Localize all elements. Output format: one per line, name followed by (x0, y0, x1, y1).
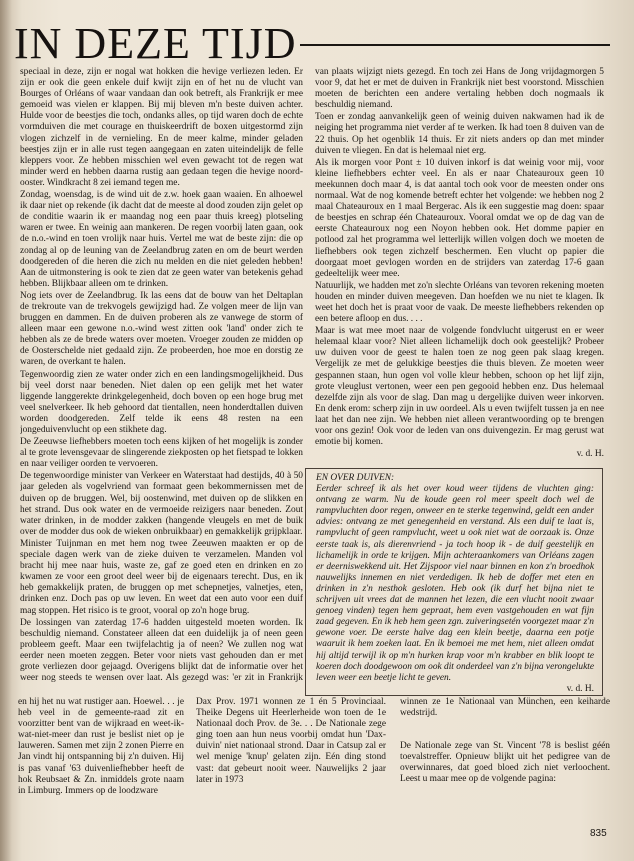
bottom-column-3 (400, 697, 610, 837)
paragraph: De Nationale zege van St. Vincent '78 is beslist géén toevalstreffer. Opnieuw blijkt uit het pedigree van de overwinnares, dat goed bloed zich niet verloochent. Leest u maar mee op de volgende pagina: (400, 741, 610, 785)
paragraph: Maar is wat mee moet naar de volgende fondvlucht uitgerust en er weer helemaal klaar voor? Niet alleen lichamelijk doch ook geestelijk? Probeer uw duiven voor de geest te halen toen ze nog geen pak slaag kregen. Vergelijk ze met de gelukkige beestjes die thuis bleven. Ze moeten weer gespannen staan, hun ogen vol volle kleur hebben, schoon op het lijf zijn, grote vleuglust vertonen, weer een pen gegooid hebben enz. Dus helemaal dezelfde zijn als voor de slag. Dan mag u dergelijke duiven weer inkorven. En denk erom: scherp zijn in uw oordeel. Als u even twijfelt tussen ja en nee laat het dan nee zijn. We hebben niet alleen verantwoording op te brengen voor ons gezin! Ook voor de leden van ons duivengezin. Er mag gerust wat emotie bij komen. (315, 326, 604, 448)
paragraph: Zondag, woensdag, is de wind uit de z.w. hoek gaan waaien. En alhoewel ik daar niet op rekende (ik dacht dat de meeste al dood zouden zijn gelet op de conditie waarin ik er maandag nog een paar thuis kreeg) plotseling waren er twee. En weinig aan mankeren. De regen voorbij laten gaan, ook de n.o.-wind en toen vrolijk naar huis. Vertel me wat de beste zijn: die op zondag al op de leuning van de Zeelandbrug zaten en om de beurt werden doodgereden of die heren die zich nu melden en die niet geleden hebben! Aan de uitmonstering is ook te zien dat ze geen water van betekenis gehad hebben. Blijkbaar alleen om te drinken. (20, 190, 303, 289)
box-heading: EN OVER DUIVEN: (316, 473, 395, 483)
paragraph: Toen er zondag aanvankelijk geen of weinig duiven nakwamen had ik de neiging het programma niet verder af te werken. Ik had toen 8 duiven van de 22 thuis. Op het ogenblik 14 thuis. Er zit niets anders op dan met minder duiven te vliegen. En dat is helemaal niet erg. (315, 112, 604, 156)
bottom-column-2: Dax Prov. 1971 wonnen ze 1 én 5 Provinciaal. Theike Degens uit Heerlerheide won toen de 1e Nationaal doch Prov. de 3e. . . De Nationale zege ging toen aan hun neus voorbij omdat hun 'Dax-duivin' niet nationaal strond. Daar in Catsup zal er wel menige 'knup' gelaten zijn. Eén ding stond vast: dat gebeurt nooit weer. Nauwelijks 2 jaar later in 1973 (196, 697, 386, 785)
box-signature: v. d. H. (566, 683, 594, 694)
bottom-column-1: en hij het nu wat rustiger aan. Hoewel. . . je heb veel in de gemeente-raad zit en voorzitter bent van de wijkraad en weet-ik-wat-niet-meer dan rust je beslist niet op je lauweren. Samen met zijn 2 zonen Pierre en Jan vindt hij ontspanning bij z'n duiven. Hij is pas vanaf '63 duivenliefhebber heeft de hok Reubsaet & Zn. inmiddels grote naam in Limburg. Immers op de loodzware (18, 697, 184, 796)
left-column (20, 67, 303, 683)
author-signature: v. d. H. (576, 449, 604, 460)
spacer (400, 719, 610, 741)
paragraph: winnen ze 1e Nationaal van München, een keiharde wedstrijd. (400, 697, 610, 719)
page-number: 835 (590, 828, 607, 839)
page-fold-shadow (0, 0, 12, 861)
paragraph: Minister Tuijnman en met hem nog twee Zeeuwen maakten er op de speciale dagen werk van de zieke duiven te verzamelen. Manden vol bracht hij mee naar huis, waste ze, gaf ze goed eten en drinken en zo kwamen ze voor een groot deel weer bij de eigenaars terecht. Dus, en ik heb gemakkelijk praten, de bruggen op met schepnetjes, valnetjes, eten, drinken enz. Doch pas op uw leven. En weet dat een auto voor een duif mag stoppen. Het risico is te groot, vooral op zo'n hoge brug. (20, 538, 303, 616)
paragraph: De tegenwoordige minister van Verkeer en Waterstaat had destijds, 40 à 50 jaar geleden als vogelvriend van formaat geen bekommernissen met de duiven op de bruggen. Wel, bij oostenwind, met duiven op de slikken en het strand. Dus ook water en de vermoeide reizigers naar beneden. Zout water drinken, in de modder zakken (hangende vleugels en met de buik over de modder dus ook de wieken onbruikbaar) en gemakkelijk grijpklaar. (20, 471, 303, 537)
paragraph: van plaats wijzigt niets gezegd. En toch zei Hans de Jong vrijdagmorgen 5 voor 9, dat het er met de duiven in Frankrijk niet best voorstond. Misschien moeten de berichten een andere vertaling hebben doch nogmaals ik beschuldig niemand. (315, 67, 604, 111)
title-rule (300, 44, 610, 46)
right-column (315, 67, 604, 465)
paragraph: Als ik morgen voor Pont ± 10 duiven inkorf is dat weinig voor mij, voor kleine liefhebbers echter veel. En als er naar Chateauroux geen 10 meekunnen doch maar 4, is dat aantal toch ook voor de meesten onder ons normaal. Wat de nog komende betreft echter het volgende: we hebben nog 2 maal Chateauroux en 1 maal Bergerac. Als ik een suggestie mag doen: spaar de beestjes en schrap één Chateauroux. Vooral omdat we op de dag van de eerste Chateauroux nog een Noyon hebben ook. Het domme papier en potlood zal het programma wel letterlijk willen volgen doch we moeten de liefhebbers ook tegen zichzelf beschermen. Een vlucht op papier die doorgaat moet gevlogen worden en de strijders van zaterdag 17-6 gaan gedeeltelijk weer mee. (315, 157, 604, 279)
paragraph: De lossingen van zaterdag 17-6 hadden uitgesteld moeten worden. Ik beschuldig niemand. Constateer alleen dat een duidelijk ja of neen geen probleem geeft. Maar een twijfelachtig ja of neen? We zullen nog wat eerder neen moeten zeggen. Beter voor niets vast gehouden dan er met grote verliezen door gejaagd. Overigens blijkt dat de informatie over het weer nog steeds te wensen over laat. Als gezegd was: 'er zit in Frankrijk (20, 617, 303, 683)
paragraph: De Zeeuwse liefhebbers moeten toch eens kijken of het mogelijk is zonder al te grote levensgevaar de slingerende ziekposten op het fietspad te lokken en naar veiliger oorden te vervoeren. (20, 437, 303, 470)
sidebar-box (305, 468, 603, 696)
paragraph: speciaal in deze, zijn er nogal wat hokken die hevige verliezen leden. Er zijn er ook die geen enkele duif kwijt zijn en of het nu de vlucht van Bourges of Orléans of waar vandaan dan ook betreft, als Frankrijk er mee gemoeid was vielen er klappen. Bij mij bleven m'n beste duiven achter. Hulde voor de beestjes die toch, ondanks alles, op tijd waren doch de echte vormduiven die met courage en thuiskeerdrift de boxen uitgestormd zijn vlogen zichzelf in de vernieling. En de meer kalme, minder geladen beestjes zijn er in alle rust tegen aangegaan en zaten uiteindelijk de felle kleppers voor. Ze hebben misschien wel even gewacht tot de regen wat minder werd en hebben daarna rustig aan gedaan tegen die hevige noord-ooster. Windkracht 8 zei iemand tegen me. (20, 67, 303, 188)
paragraph: Tegenwoordig zien ze water onder zich en een landingsmogelijkheid. Dus bij veel dorst naar beneden. Niet dalen op een gelijk met het water liggende langgerekte drinkgelegenheid, doch boven op een hoge brug met veel snelverkeer. Ik heb gehoord dat tientallen, neen honderdtallen duiven worden doodgereden. Zelf telde ik eens 48 resten na een jongeduivenvlucht op een stikhete dag. (20, 369, 303, 435)
box-body: Eerder schreef ik als het over koud weer tijdens de vluchten ging: ontvang ze warm. Nu de koude geen rol meer speelt doch wel de rampvluchten door regen, onweer en te sterke tegenwind, geldt een ander advies: ontvang ze met genegenheid en verstand. Als een duif te laat is, rampvlucht of geen rampvlucht, weet u ook niet wat de oorzaak is. Onze eerste taak is, als dierenvriend - ja toch hoop ik - de duif geestelijk en lichamelijk in orde te krijgen. Mijn achteraankomers van Orléans zagen er deerniswekkend uit. Het Zijspoor viel naar binnen en kon z'n broedhok nauwelijks innemen en niet verdedigen. Ik heb de doffer met eten en drinken in z'n nesthok gesloten. Heb ook (ik durf het bijna niet te schrijven uit vrees dat de mannen het lezen, die een vlucht nooit zwaar genoeg vinden) tegen hem gepraat, hem even vastgehouden en wat fijn zaad gegeven. En ik heb hem geen zgn. zuiveringsetén voorgezet maar z'n gewone voer. De eerste halve dag een klein beetje, daarna een potje waaruit ik hem zoeken laat. En ik bemoei me met hem, niet alleen omdat hij altijd terwijl ik op m'n hurken krap voor m'n krabber en blik loopt te koeren doch doodgewoon om ook dit onderdeel van z'n bijna verongelukte leven weer een beetje licht te geven. (316, 484, 594, 683)
article-title: IN DEZE TIJD (14, 19, 297, 68)
paragraph: Natuurlijk, we hadden met zo'n slechte Orléans van tevoren rekening moeten houden en minder duiven meegeven. Dan hoefden we nu niet te klagen. Ik weet het doch het is praat voor de vaak. De meeste liefhebbers rekenden op een betere afloop en dus. . . . (315, 280, 604, 325)
paragraph: Nog iets over de Zeelandbrug. Ik las eens dat de bouw van het Deltaplan de trekroute van de trekvogels gewijzigd had. Ze volgen meer de lijn van bruggen en dammen. En de duiven proberen als ze vanwege de storm of alleen maar een gewone n.o.-wind west zitten ook 'land' onder zich te hebben als ze de brede waters over moeten. Vroeger zouden ze midden op de Oosterschelde niet gedaald zijn. Ze probeerden, hoe moe en dorstig ze waren, de overkant te halen. (20, 290, 303, 368)
